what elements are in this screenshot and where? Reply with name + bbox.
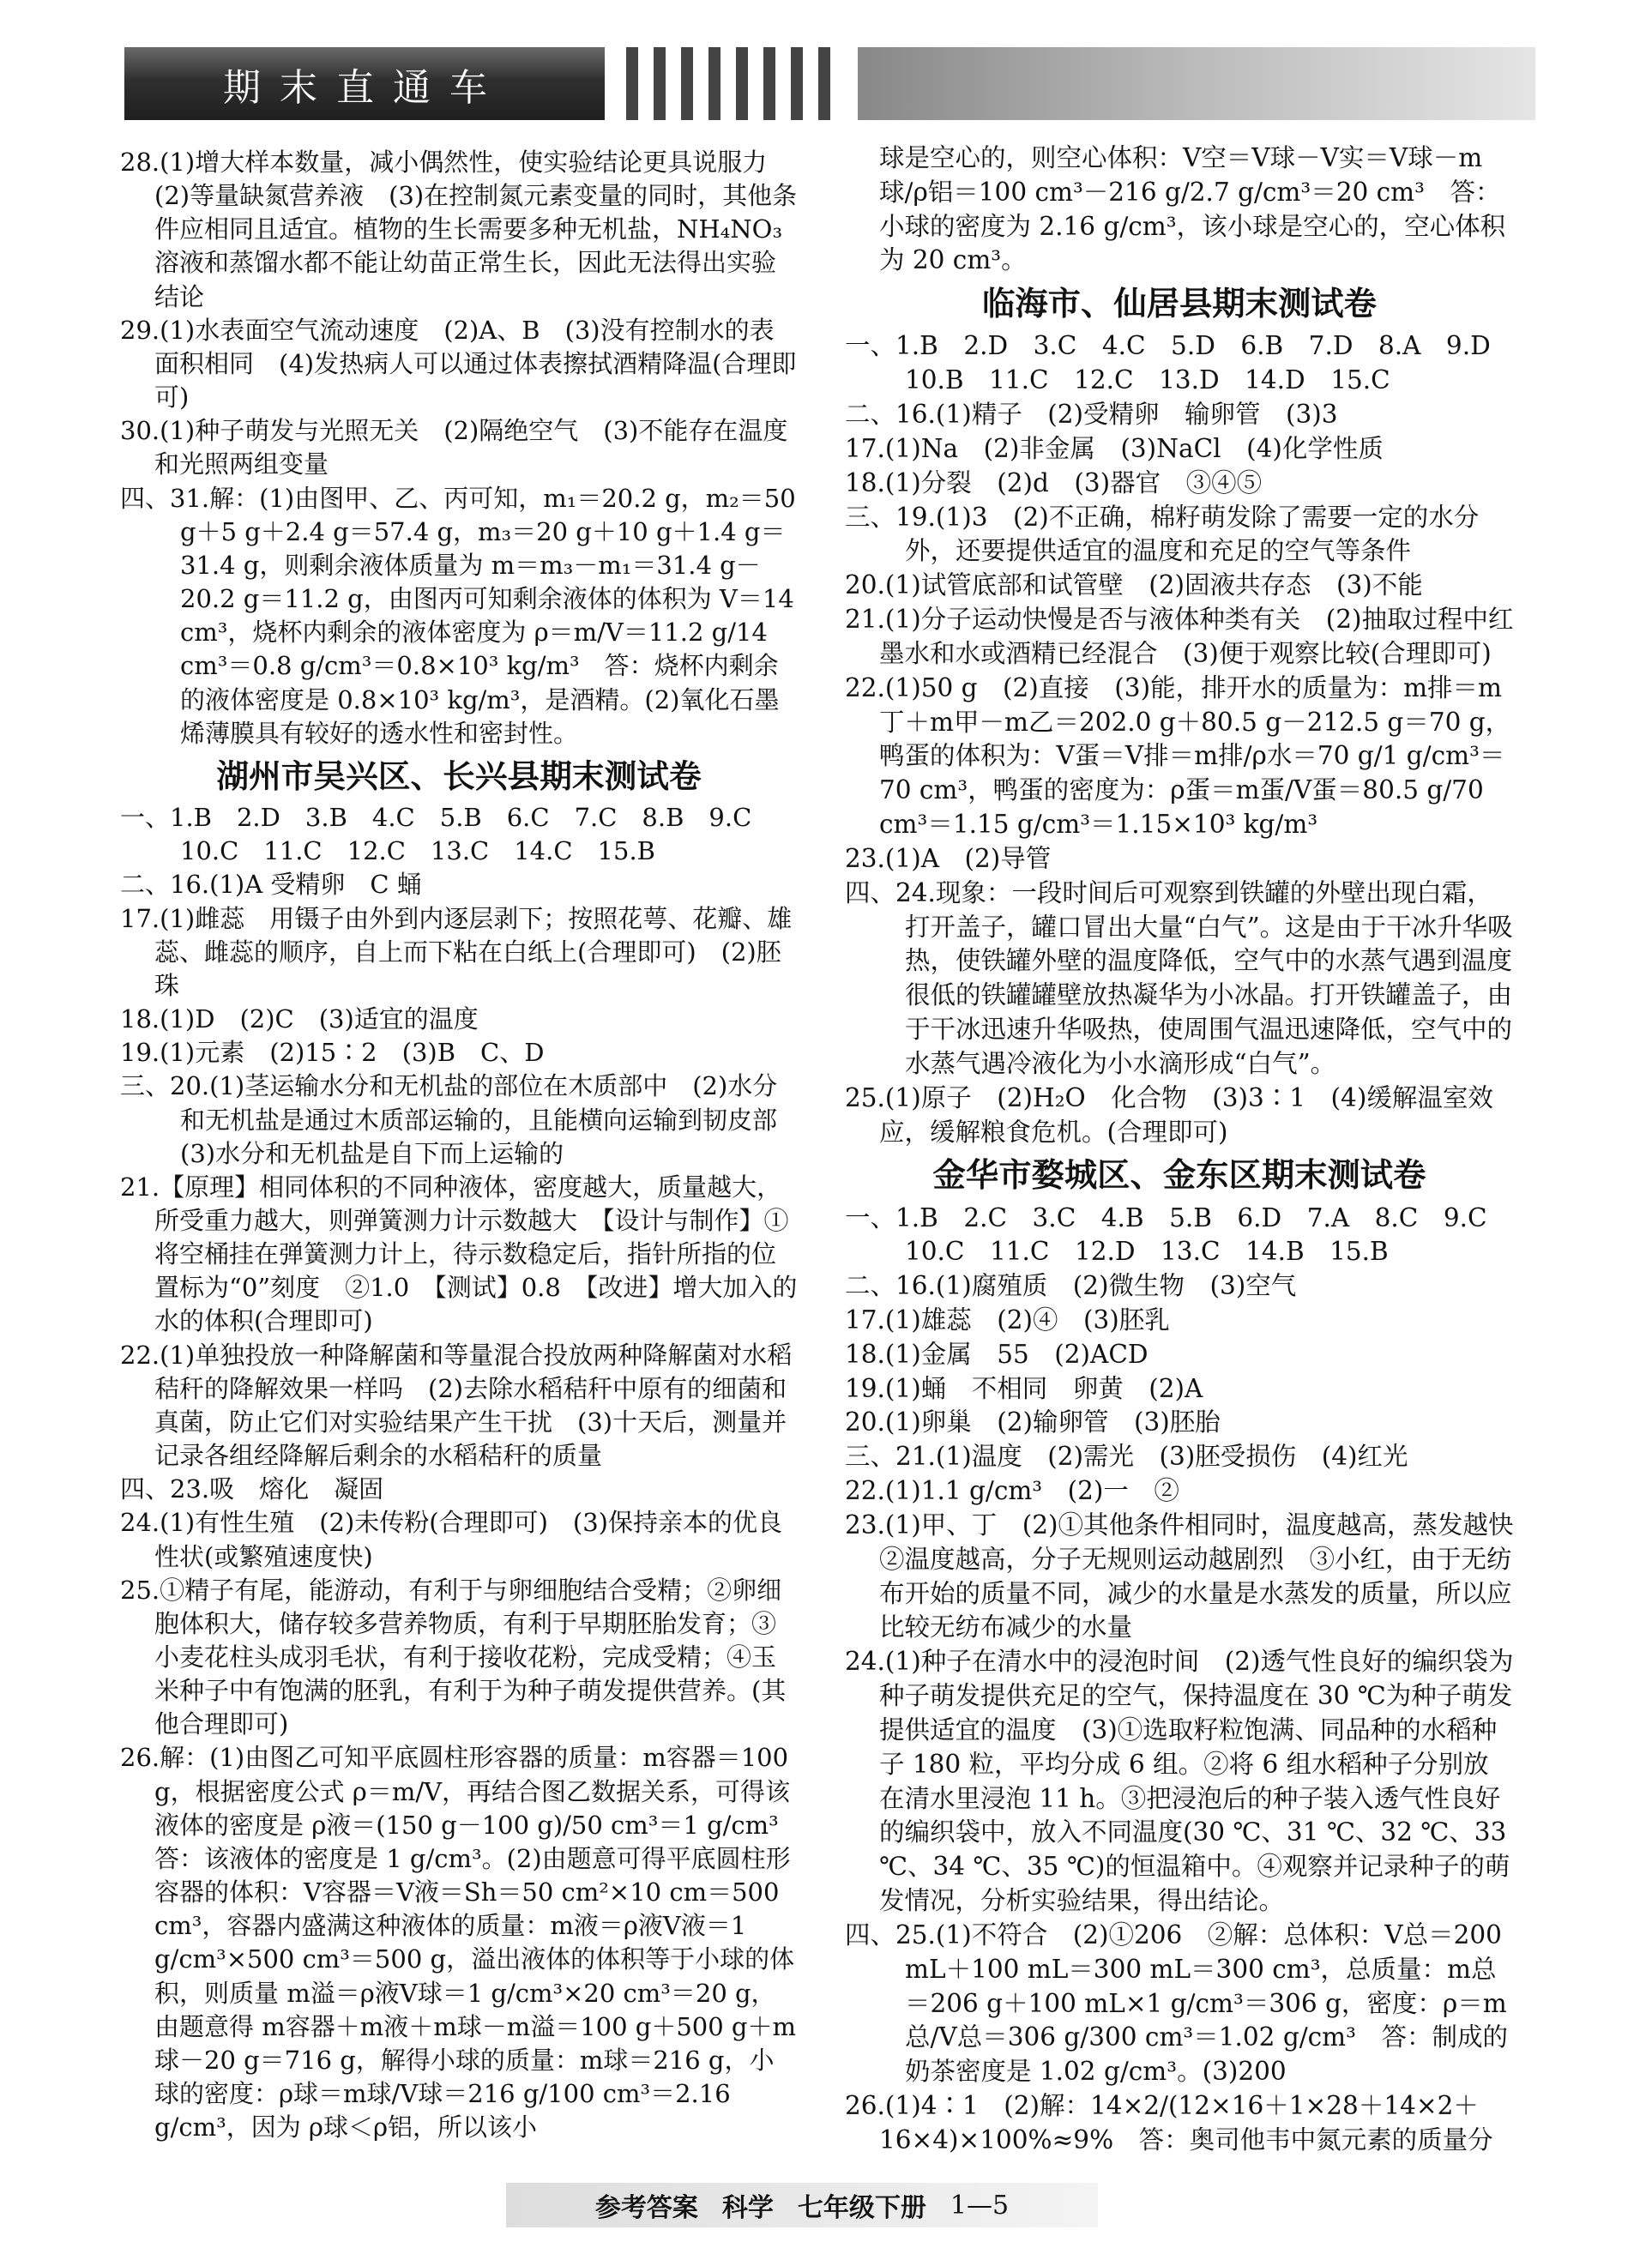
answer-17: 17.(1)雌蕊 用镊子由外到内逐层剥下；按照花萼、花瓣、雄蕊、雌蕊的顺序，自上而下粘在白纸上(合理即可) (2)胚珠 — [120, 903, 793, 1000]
answer-28: 28.(1)增大样本数量，减小偶然性，使实验结论更具说服力 (2)等量缺氮营养液 (3)在控制氮元素变量的同时，其他条件应相同且适宜。植物的生长需要多种无机盐，NH₄NO₃ 溶液和蒸馏水都不能让幼苗正常生长，因此无法得出实验结论 — [120, 148, 798, 311]
right-column — [845, 142, 1540, 2158]
answer-20: 三、20.(1)茎运输水分和无机盐的部位在木质部中 (2)水分和无机盐是通过木质部运输的，且能横向运输到韧皮部 (3)水分和无机盐是自下而上运输的 — [120, 1071, 803, 1168]
answer-18: 18.(1)金属 55 (2)ACD — [845, 1339, 1149, 1369]
answer-choice: 一、1.B 2.D 3.C 4.C 5.D 6.B 7.D 8.A 9.D 10.B 11.C 12.C 13.D 14.D 15.C — [845, 331, 1516, 395]
answer-22: 22.(1)单独投放一种降解菌和等量混合投放两种降解菌对水稻秸秆的降解效果一样吗 (2)去除水稻秸秆中原有的细菌和真菌，防止它们对实验结果产生干扰 (3)十天后，测量并记录各组经降解后剩余的水稻秸秆的质量 — [120, 1340, 793, 1471]
section-title-huzhou: 湖州市吴兴区、长兴县期末测试卷 — [216, 756, 702, 795]
header-title-banner — [124, 47, 605, 120]
answer-26: 26.(1)4∶1 (2)解：14×2/(12×16＋1×28＋14×2＋16×4)×100%≈9% 答：奥司他韦中氮元素的质量分 — [845, 2091, 1493, 2155]
answer-26-continued: 球是空心的，则空心体积：V空＝V球－V实＝V球－m球/ρ铝＝100 cm³－216 g/2.7 g/cm³＝20 cm³ 答：小球的密度为 2.16 g/cm³，该小球是空心的，空心体积为 20 cm³。 — [879, 143, 1506, 275]
answer-choice: 一、1.B 2.D 3.B 4.C 5.B 6.C 7.C 8.B 9.C 10.C 11.C 12.C 13.C 14.C 15.B — [120, 803, 777, 866]
answer-23: 四、23.吸 熔化 凝固 — [120, 1474, 384, 1504]
answer-18: 18.(1)分裂 (2)d (3)器官 ③④⑤ — [845, 467, 1263, 497]
footer-book: 参考答案 — [594, 2193, 698, 2223]
answer-16: 二、16.(1)腐殖质 (2)微生物 (3)空气 — [845, 1271, 1297, 1301]
answer-16: 二、16.(1)A 受精卵 C 蛹 — [120, 870, 422, 900]
page-number: 1—5 — [950, 2190, 1010, 2221]
answer-19: 19.(1)蛹 不相同 卵黄 (2)A — [845, 1373, 1203, 1403]
footer-grade: 七年级下册 — [797, 2193, 926, 2223]
left-column — [120, 146, 804, 2144]
header-title: 期末直通车 — [223, 65, 506, 110]
answer-23: 23.(1)甲、丁 (2)①其他条件相同时，温度越高，蒸发越快 ②温度越高，分子无规则运动越剧烈 ③小红，由于无纺布开始的质量不同，减少的水量是水蒸发的质量，所以应比较无纺布减少的水量 — [845, 1510, 1540, 1642]
answer-31: 四、31.解：(1)由图甲、乙、丙可知，m₁＝20.2 g，m₂＝50 g＋5 g＋2.4 g＝57.4 g，m₃＝20 g＋10 g＋1.4 g＝31.4 g，则剩余液体质量为 m＝m₃－m₁＝31.4 g－20.2 g＝11.2 g，由图丙可知剩余液体的体积为 V＝14 cm³，烧杯内剩余的液体密度为 ρ＝m/V＝11.2 g/14 cm³＝0.8 g/cm³＝0.8×10³ kg/m³ 答：烧杯内剩余的液体密度是 0.8×10³ kg/m³，是酒精。(2)氧化石墨烯薄膜具有较好的透水性和密封性。 — [120, 483, 796, 748]
answer-30: 30.(1)种子萌发与光照无关 (2)隔绝空气 (3)不能存在温度和光照两组变量 — [120, 416, 788, 479]
answer-21: 三、21.(1)温度 (2)需光 (3)胚受损伤 (4)红光 — [845, 1442, 1408, 1472]
answer-17: 17.(1)雄蕊 (2)④ (3)胚乳 — [845, 1305, 1170, 1335]
answer-19: 19.(1)元素 (2)15∶2 (3)B C、D — [120, 1038, 545, 1068]
answer-22: 22.(1)50 g (2)直接 (3)能，排开水的质量为：m排＝m丁＋m甲－m乙＝202.0 g＋80.5 g－212.5 g＝70 g，鸭蛋的体积为：V蛋＝V排＝m排/ρ水＝70 g/1 g/cm³＝70 cm³，鸭蛋的密度为：ρ蛋＝m蛋/V蛋＝80.5 g/70 cm³＝1.15 g/cm³＝1.15×10³ kg/m³ — [845, 672, 1511, 840]
answer-23: 23.(1)A (2)导管 — [845, 843, 1052, 873]
answer-18: 18.(1)D (2)C (3)适宜的温度 — [120, 1004, 479, 1034]
answer-21: 21.【原理】相同体积的不同种液体，密度越大，质量越大，所受重力越大，则弹簧测力计示数越大 【设计与制作】①将空桶挂在弹簧测力计上，待示数稳定后，指针所指的位置标为“0”刻度 ②1.0 【测试】0.8 【改进】增大加入的水的体积(合理即可) — [120, 1172, 798, 1336]
answer-16: 二、16.(1)精子 (2)受精卵 输卵管 (3)3 — [845, 400, 1338, 430]
answer-19: 三、19.(1)3 (2)不正确，棉籽萌发除了需要一定的水分外，还要提供适宜的温度和充足的空气等条件 — [845, 502, 1480, 566]
answer-22: 22.(1)1.1 g/cm³ (2)一 ② — [845, 1476, 1179, 1506]
answer-20: 20.(1)试管底部和试管壁 (2)固液共存态 (3)不能 — [845, 570, 1423, 600]
answer-25: 25.(1)原子 (2)H₂O 化合物 (3)3∶1 (4)缓解温室效应，缓解粮食危机。(合理即可) — [845, 1082, 1493, 1147]
header-gradient-bar — [858, 47, 1535, 120]
section-title-linhai: 临海市、仙居县期末测试卷 — [982, 285, 1377, 324]
answer-26: 26.解：(1)由图乙可知平底圆柱形容器的质量：m容器＝100 g，根据密度公式 ρ＝m/V，再结合图乙数据关系，可得该液体的密度是 ρ液＝(150 g－100 g)/50 cm³＝1 g/cm³ 答：该液体的密度是 1 g/cm³。(2)由题意可得平底圆柱形容器的体积：V容器＝V液＝Sh＝50 cm²×10 cm＝500 cm³，容器内盛满这种液体的质量：m液＝ρ液V液＝1 g/cm³×500 cm³＝500 g，溢出液体的体积等于小球的体积，则质量 m溢＝ρ液V球＝1 g/cm³×20 cm³＝20 g，由题意得 m容器＋m液＋m球－m溢＝100 g＋500 g＋m球－20 g＝716 g，解得小球的质量：m球＝216 g，小球的密度：ρ球＝m球/V球＝216 g/100 cm³＝2.16 g/cm³，因为 ρ球＜ρ铝，所以该小 — [120, 1743, 804, 2142]
answer-20: 20.(1)卵巢 (2)输卵管 (3)胚胎 — [845, 1407, 1221, 1437]
answer-24: 24.(1)种子在清水中的浸泡时间 (2)透气性良好的编织袋为种子萌发提供充足的空气，保持温度在 30 ℃为种子萌发提供适宜的温度 (3)①选取籽粒饱满、同品种的水稻种子 180 粒，平均分成 6 组。②将 6 组水稻种子分别放在清水里浸泡 11 h。③把浸泡后的种子装入透气性良好的编织袋中，放入不同温度(30 ℃、31 ℃、32 ℃、33 ℃、34 ℃、35 ℃)的恒温箱中。④观察并记录种子的萌发情况，分析实验结果，得出结论。 — [845, 1647, 1514, 1916]
answer-25: 25.①精子有尾，能游动，有利于与卵细胞结合受精；②卵细胞体积大，储存较多营养物质，有利于早期胚胎发育；③小麦花柱头成羽毛状，有利于接收花粉，完成受精；④玉米种子中有饱满的胚乳，有利于为种子萌发提供营养。(其他合理即可) — [120, 1575, 787, 1739]
answer-25: 四、25.(1)不符合 (2)①206 ②解：总体积：V总＝200 mL＋100 mL＝300 mL＝300 cm³，总质量：m总＝206 g＋100 mL×1 g/cm³＝306 g，密度：ρ＝m总/V总＝306 g/300 cm³＝1.02 g/cm³ 答：制成的奶茶密度是 1.02 g/cm³。(3)200 — [845, 1919, 1508, 2087]
page-footer — [506, 2183, 1098, 2227]
answer-21: 21.(1)分子运动快慢是否与液体种类有关 (2)抽取过程中红墨水和水或酒精已经混合 (3)便于观察比较(合理即可) — [845, 605, 1514, 668]
answer-29: 29.(1)水表面空气流动速度 (2)A、B (3)没有控制水的表面积相同 (4)发热病人可以通过体表擦拭酒精降温(合理即可) — [120, 315, 797, 413]
answer-24: 24.(1)有性生殖 (2)未传粉(合理即可) (3)保持亲本的优良性状(或繁殖速度快) — [120, 1508, 782, 1571]
answer-24: 四、24.现象：一段时间后可观察到铁罐的外壁出现白霜，打开盖子，罐口冒出大量“白气”。这是由于干冰升华吸热，使铁罐外壁的温度降低，空气中的水蒸气遇到温度很低的铁罐罐壁放热凝华为小冰晶。打开铁罐盖子，由于干冰迅速升华吸热，使周围气温迅速降低，空气中的水蒸气遇冷液化为小水滴形成“白气”。 — [845, 877, 1513, 1078]
header-stripes — [626, 47, 849, 120]
answer-choice: 一、1.B 2.C 3.C 4.B 5.B 6.D 7.A 8.C 9.C 10.C 11.C 12.D 13.C 14.B 15.B — [845, 1202, 1513, 1267]
footer-subject: 科学 — [721, 2193, 774, 2223]
answer-17: 17.(1)Na (2)非金属 (3)NaCl (4)化学性质 — [845, 433, 1384, 463]
section-title-jinhua: 金华市婺城区、金东区期末测试卷 — [932, 1156, 1426, 1196]
